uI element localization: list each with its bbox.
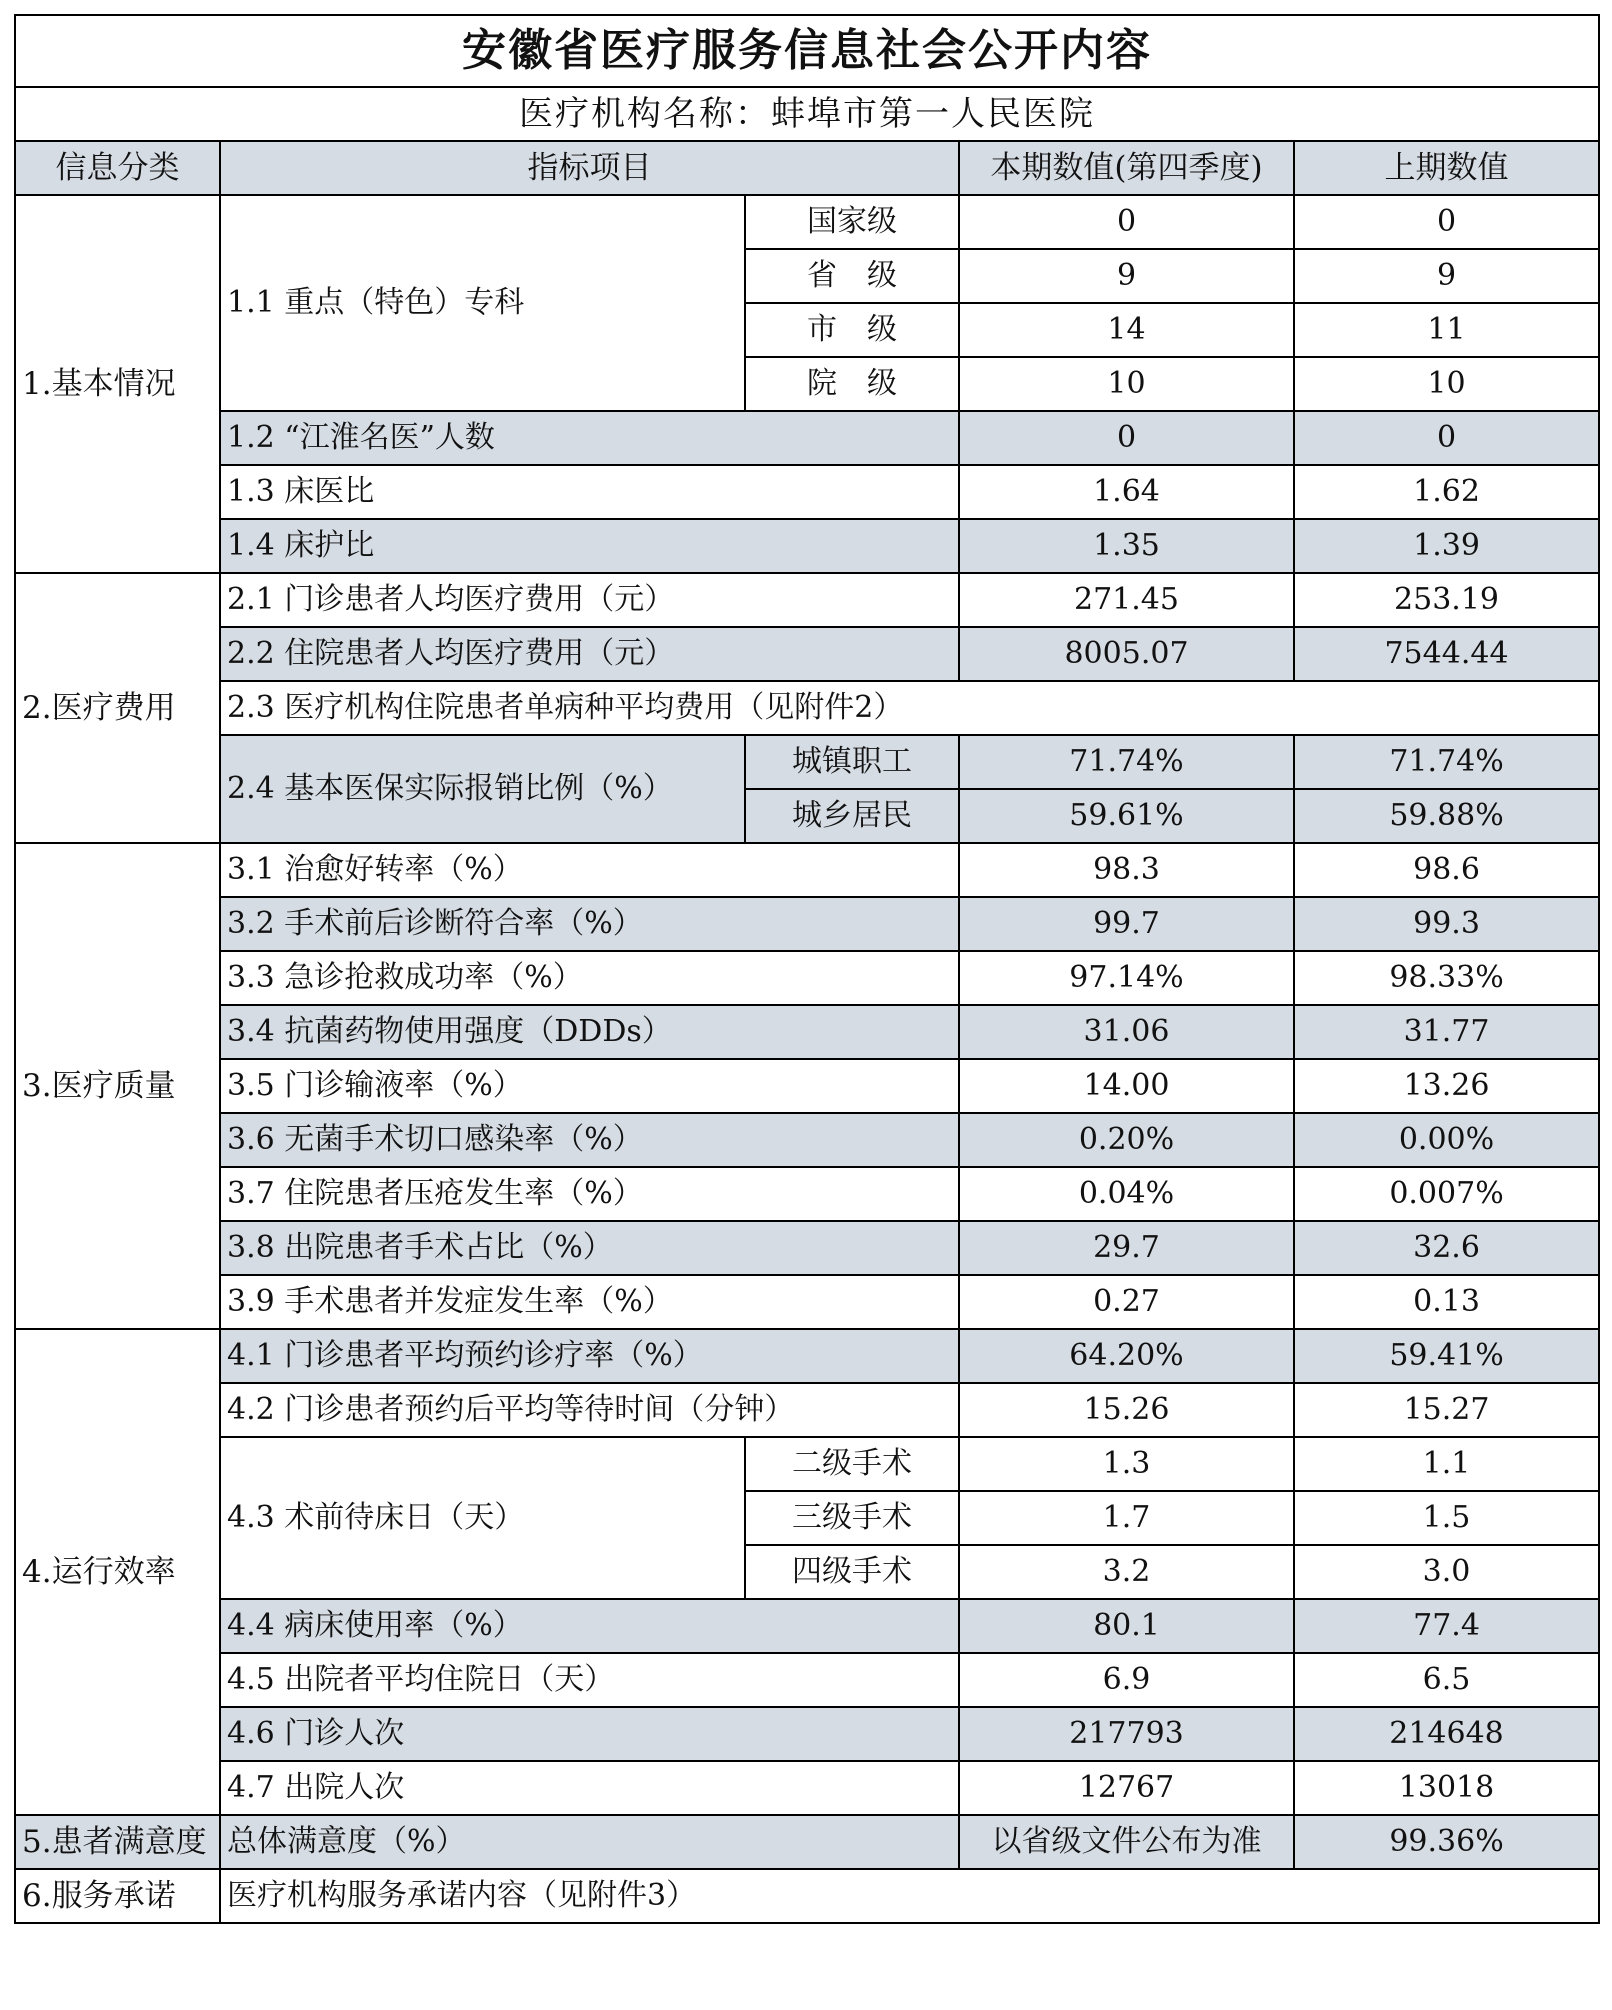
current-value: 8005.07 — [959, 627, 1294, 681]
previous-value: 1.1 — [1294, 1437, 1599, 1491]
previous-value: 0.007% — [1294, 1167, 1599, 1221]
previous-value: 98.33% — [1294, 951, 1599, 1005]
previous-value: 0.00% — [1294, 1113, 1599, 1167]
item-label: 4.6 门诊人次 — [220, 1707, 959, 1761]
table-row — [15, 573, 1599, 627]
sub-label: 市 级 — [745, 303, 959, 357]
item-label: 4.1 门诊患者平均预约诊疗率（%） — [220, 1329, 959, 1383]
item-label: 3.9 手术患者并发症发生率（%） — [220, 1275, 959, 1329]
previous-value: 9 — [1294, 249, 1599, 303]
previous-value: 32.6 — [1294, 1221, 1599, 1275]
previous-value: 253.19 — [1294, 573, 1599, 627]
item-label: 4.2 门诊患者预约后平均等待时间（分钟） — [220, 1383, 959, 1437]
table-row — [15, 1653, 1599, 1707]
item-label: 医疗机构服务承诺内容（见附件3） — [220, 1869, 1599, 1923]
item-reimbursement: 2.4 基本医保实际报销比例（%） — [220, 735, 745, 843]
current-value: 1.35 — [959, 519, 1294, 573]
previous-value: 0 — [1294, 195, 1599, 249]
item-label: 3.5 门诊输液率（%） — [220, 1059, 959, 1113]
previous-value: 1.5 — [1294, 1491, 1599, 1545]
table-row — [15, 627, 1599, 681]
previous-value: 0 — [1294, 411, 1599, 465]
item-label: 4.7 出院人次 — [220, 1761, 959, 1815]
table-row — [15, 897, 1599, 951]
table-row — [15, 735, 1599, 789]
previous-value: 59.88% — [1294, 789, 1599, 843]
table-row — [15, 195, 1599, 249]
item-label: 3.3 急诊抢救成功率（%） — [220, 951, 959, 1005]
previous-value: 13018 — [1294, 1761, 1599, 1815]
table-row — [15, 465, 1599, 519]
table-row — [15, 1761, 1599, 1815]
sub-label: 四级手术 — [745, 1545, 959, 1599]
current-value: 1.7 — [959, 1491, 1294, 1545]
category-satisfaction: 5.患者满意度 — [15, 1815, 220, 1869]
current-value: 1.64 — [959, 465, 1294, 519]
category-quality: 3.医疗质量 — [15, 843, 220, 1329]
current-value: 80.1 — [959, 1599, 1294, 1653]
table-row — [15, 1815, 1599, 1869]
table-row — [15, 1599, 1599, 1653]
category-commitment: 6.服务承诺 — [15, 1869, 220, 1923]
previous-value: 98.6 — [1294, 843, 1599, 897]
current-value: 10 — [959, 357, 1294, 411]
item-preop-wait: 4.3 术前待床日（天） — [220, 1437, 745, 1599]
category-basic: 1.基本情况 — [15, 195, 220, 573]
item-label: 3.4 抗菌药物使用强度（DDDs） — [220, 1005, 959, 1059]
current-value: 1.3 — [959, 1437, 1294, 1491]
previous-value: 71.74% — [1294, 735, 1599, 789]
sub-label: 省 级 — [745, 249, 959, 303]
previous-value: 13.26 — [1294, 1059, 1599, 1113]
current-value: 以省级文件公布为准 — [959, 1815, 1294, 1869]
previous-value: 1.39 — [1294, 519, 1599, 573]
sub-label: 国家级 — [745, 195, 959, 249]
previous-value: 6.5 — [1294, 1653, 1599, 1707]
previous-value: 99.3 — [1294, 897, 1599, 951]
header-current: 本期数值(第四季度) — [959, 141, 1294, 195]
previous-value: 11 — [1294, 303, 1599, 357]
table-row — [15, 951, 1599, 1005]
current-value: 0 — [959, 411, 1294, 465]
current-value: 6.9 — [959, 1653, 1294, 1707]
item-label: 3.6 无菌手术切口感染率（%） — [220, 1113, 959, 1167]
page-title: 安徽省医疗服务信息社会公开内容 — [15, 15, 1599, 87]
header-item: 指标项目 — [220, 141, 959, 195]
table-row — [15, 519, 1599, 573]
previous-value: 77.4 — [1294, 1599, 1599, 1653]
table-row — [15, 1869, 1599, 1923]
current-value: 12767 — [959, 1761, 1294, 1815]
item-label: 总体满意度（%） — [220, 1815, 959, 1869]
item-label: 3.7 住院患者压疮发生率（%） — [220, 1167, 959, 1221]
item-label: 1.3 床医比 — [220, 465, 959, 519]
org-row — [15, 87, 1599, 141]
sub-label: 二级手术 — [745, 1437, 959, 1491]
item-label: 4.5 出院者平均住院日（天） — [220, 1653, 959, 1707]
table-row — [15, 1329, 1599, 1383]
previous-value: 7544.44 — [1294, 627, 1599, 681]
current-value: 31.06 — [959, 1005, 1294, 1059]
item-key-specialty: 1.1 重点（特色）专科 — [220, 195, 745, 411]
current-value: 271.45 — [959, 573, 1294, 627]
current-value: 14 — [959, 303, 1294, 357]
previous-value: 15.27 — [1294, 1383, 1599, 1437]
item-label: 2.3 医疗机构住院患者单病种平均费用（见附件2） — [220, 681, 1599, 735]
sub-label: 城乡居民 — [745, 789, 959, 843]
table-row — [15, 1059, 1599, 1113]
category-cost: 2.医疗费用 — [15, 573, 220, 843]
org-name: 医疗机构名称：蚌埠市第一人民医院 — [15, 87, 1599, 141]
previous-value: 3.0 — [1294, 1545, 1599, 1599]
current-value: 15.26 — [959, 1383, 1294, 1437]
current-value: 0.27 — [959, 1275, 1294, 1329]
header-row — [15, 141, 1599, 195]
table-row — [15, 1437, 1599, 1491]
table-row — [15, 1005, 1599, 1059]
table-row — [15, 1707, 1599, 1761]
previous-value: 59.41% — [1294, 1329, 1599, 1383]
current-value: 9 — [959, 249, 1294, 303]
previous-value: 99.36% — [1294, 1815, 1599, 1869]
title-row — [15, 15, 1599, 87]
current-value: 0.20% — [959, 1113, 1294, 1167]
table-row — [15, 1167, 1599, 1221]
item-label: 4.4 病床使用率（%） — [220, 1599, 959, 1653]
current-value: 98.3 — [959, 843, 1294, 897]
current-value: 0 — [959, 195, 1294, 249]
category-efficiency: 4.运行效率 — [15, 1329, 220, 1815]
table-row — [15, 843, 1599, 897]
item-label: 3.2 手术前后诊断符合率（%） — [220, 897, 959, 951]
item-label: 1.4 床护比 — [220, 519, 959, 573]
disclosure-table — [14, 14, 1600, 1924]
current-value: 14.00 — [959, 1059, 1294, 1113]
report-container — [14, 14, 1598, 1924]
item-label: 3.1 治愈好转率（%） — [220, 843, 959, 897]
table-row — [15, 1221, 1599, 1275]
previous-value: 31.77 — [1294, 1005, 1599, 1059]
previous-value: 0.13 — [1294, 1275, 1599, 1329]
current-value: 59.61% — [959, 789, 1294, 843]
sub-label: 城镇职工 — [745, 735, 959, 789]
current-value: 0.04% — [959, 1167, 1294, 1221]
current-value: 99.7 — [959, 897, 1294, 951]
previous-value: 214648 — [1294, 1707, 1599, 1761]
item-label: 2.2 住院患者人均医疗费用（元） — [220, 627, 959, 681]
previous-value: 1.62 — [1294, 465, 1599, 519]
table-row — [15, 411, 1599, 465]
previous-value: 10 — [1294, 357, 1599, 411]
header-previous: 上期数值 — [1294, 141, 1599, 195]
item-label: 2.1 门诊患者人均医疗费用（元） — [220, 573, 959, 627]
current-value: 97.14% — [959, 951, 1294, 1005]
sub-label: 三级手术 — [745, 1491, 959, 1545]
table-row — [15, 1113, 1599, 1167]
header-category: 信息分类 — [15, 141, 220, 195]
table-row — [15, 681, 1599, 735]
item-label: 3.8 出院患者手术占比（%） — [220, 1221, 959, 1275]
current-value: 3.2 — [959, 1545, 1294, 1599]
current-value: 64.20% — [959, 1329, 1294, 1383]
current-value: 217793 — [959, 1707, 1294, 1761]
sub-label: 院 级 — [745, 357, 959, 411]
table-row — [15, 1275, 1599, 1329]
table-row — [15, 1383, 1599, 1437]
current-value: 29.7 — [959, 1221, 1294, 1275]
item-label: 1.2 “江淮名医”人数 — [220, 411, 959, 465]
current-value: 71.74% — [959, 735, 1294, 789]
